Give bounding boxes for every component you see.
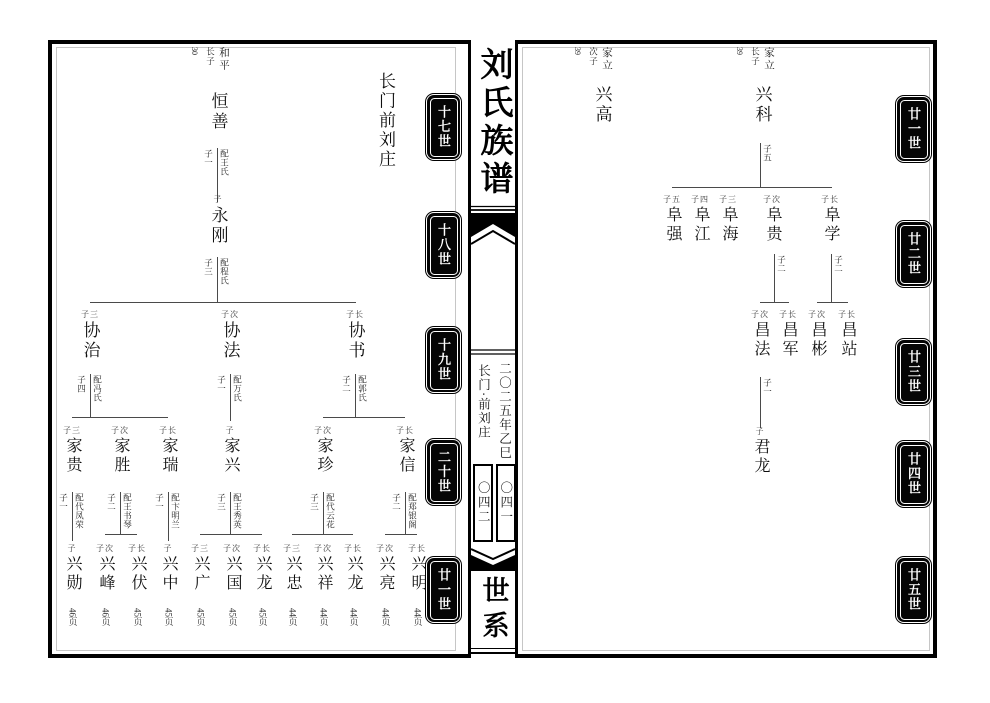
birth-order-label: 子: [67, 544, 77, 553]
person-name: 兴龙: [345, 555, 362, 593]
birth-order-label: 子长: [396, 426, 414, 435]
person-junlong: [743, 428, 777, 476]
sons-count-label: 子二: [341, 375, 352, 393]
origin-birth-order: 长子: [750, 47, 761, 66]
origin-birth-order: 次子: [588, 47, 599, 66]
tree-connector-line: [292, 534, 353, 535]
sons-count-label: 子二: [776, 255, 787, 273]
continued-page-ref: 45页: [195, 608, 206, 626]
person-xiefa: [213, 311, 247, 361]
person-name: 协治: [80, 321, 100, 361]
spouse-label: 配郑银阁: [407, 493, 418, 529]
birth-order-label: 子: [213, 195, 223, 204]
sons-count-label: 子四: [76, 375, 87, 393]
tree-connector-line: [72, 417, 168, 418]
generation-marker-right-1: [897, 97, 930, 161]
origin-page-number: 39: [735, 47, 744, 55]
person-name: 家瑞: [160, 437, 177, 475]
person-xiezhi: [73, 311, 107, 361]
person-xingfu: [120, 545, 154, 626]
spouse-label: 配冯氏: [92, 375, 103, 402]
person-name: 兴明: [409, 555, 426, 593]
person-name: 家兴: [222, 437, 239, 475]
fishtail-ornament-top: [471, 205, 515, 247]
generation-marker-frame: [900, 445, 928, 504]
person-xingfeng: [88, 545, 122, 626]
tree-connector-line: [200, 534, 262, 535]
descent-line: [774, 254, 775, 302]
person-hengshan: [201, 92, 235, 132]
descent-line: [831, 254, 832, 302]
person-xingguang: [183, 545, 217, 626]
origin-father-name: 和平: [218, 47, 229, 72]
generation-marker-label: 十八世: [436, 223, 451, 267]
spouse-label: 配万氏: [232, 375, 243, 402]
person-xingzhong1: [151, 545, 185, 626]
continued-page-ref: 44页: [348, 608, 359, 626]
continued-page-ref: 45页: [163, 608, 174, 626]
person-name: 昌法: [752, 321, 769, 359]
spouse-label: 配王秀英: [232, 493, 243, 529]
descent-line: [230, 374, 231, 421]
spine-section-title: 世系: [478, 576, 509, 646]
sons-count-label: 子三: [203, 258, 214, 276]
person-jiaxin: [388, 427, 422, 475]
continued-page-ref: 44页: [287, 608, 298, 626]
spouse-label: 配卞明兰: [170, 493, 181, 529]
birth-order-label: 子次: [96, 544, 114, 553]
continuation-note: [190, 47, 228, 72]
descent-line: [217, 257, 218, 302]
descent-line: [72, 492, 73, 541]
person-name: 兴国: [224, 555, 241, 593]
descent-line: [120, 492, 121, 534]
spine-bottom-rule: [471, 652, 515, 654]
person-fugui: [755, 196, 789, 244]
page-number-right: 〇四一: [498, 481, 513, 525]
tree-connector-line: [105, 534, 137, 535]
birth-order-label: 子四: [691, 195, 709, 204]
continued-page-ref: 46页: [100, 608, 111, 626]
person-name: 协法: [220, 321, 240, 361]
person-name: 昌彬: [809, 321, 826, 359]
person-fuxue: [813, 196, 847, 244]
person-changbin: [800, 311, 834, 359]
generation-marker-right-3: [897, 340, 930, 404]
sons-count-label: 子三: [309, 493, 320, 511]
birth-order-label: 子三: [63, 426, 81, 435]
birth-order-label: 子次: [751, 310, 769, 319]
birth-order-label: 子: [225, 426, 235, 435]
sons-count-label: 子三: [216, 493, 227, 511]
sons-count-label: 子一: [154, 493, 165, 511]
generation-marker-left-1: [427, 95, 460, 159]
person-yonggang: [201, 196, 235, 246]
spouse-label: 配代云花: [325, 493, 336, 529]
person-name: 兴科: [752, 85, 772, 125]
person-name: 永刚: [208, 206, 228, 246]
sons-count-label: 子一: [58, 493, 69, 511]
generation-marker-frame: [900, 225, 928, 284]
page-number-box-left: [473, 464, 493, 542]
person-name: 兴广: [192, 555, 209, 593]
birth-order-label: 子次: [221, 310, 239, 319]
origin-birth-order: 长子: [205, 47, 216, 66]
descent-line: [760, 143, 761, 187]
generation-marker-frame: [430, 443, 458, 502]
birth-order-label: 子次: [314, 426, 332, 435]
generation-marker-frame: [430, 216, 458, 275]
person-jiazhen: [306, 427, 340, 475]
birth-order-label: 子长: [821, 195, 839, 204]
generation-marker-left-3: [427, 328, 460, 392]
spine-title: 刘氏族谱: [475, 47, 512, 199]
descent-line: [355, 374, 356, 417]
person-xingliang: [368, 545, 402, 626]
continued-page-ref: 45页: [132, 608, 143, 626]
generation-marker-right-4: [897, 442, 930, 506]
person-name: 兴龙: [254, 555, 271, 593]
birth-order-label: 子长: [128, 544, 146, 553]
continued-page-ref: 45页: [227, 608, 238, 626]
branch-header: 长门前刘庄: [376, 72, 395, 170]
spine: [468, 40, 518, 658]
person-name: 昌站: [839, 321, 856, 359]
generation-marker-right-2: [897, 222, 930, 286]
birth-order-label: 子次: [314, 544, 332, 553]
spouse-label: 配程氏: [219, 258, 230, 285]
person-name: 兴峰: [97, 555, 114, 593]
generation-marker-frame: [430, 331, 458, 390]
spouse-label: 配王氏: [219, 149, 230, 176]
birth-order-label: 子三: [191, 544, 209, 553]
person-xingguo: [215, 545, 249, 626]
person-name: 君龙: [752, 438, 769, 476]
person-name: 阜海: [720, 206, 737, 244]
person-name: 兴中: [160, 555, 177, 593]
generation-marker-left-2: [427, 213, 460, 277]
sons-count-label: 子二: [833, 255, 844, 273]
sons-count-label: 子二: [391, 493, 402, 511]
descent-line: [323, 492, 324, 534]
birth-order-label: 子长: [344, 544, 362, 553]
descent-line: [168, 492, 169, 541]
continued-page-ref: 46页: [67, 608, 78, 626]
generation-marker-left-4: [427, 440, 460, 504]
person-name: 协书: [345, 321, 365, 361]
continued-page-ref: 44页: [318, 608, 329, 626]
sons-count-label: 子一: [216, 375, 227, 393]
continuation-note: [573, 47, 611, 72]
person-jiasheng: [103, 427, 137, 475]
birth-order-label: 子三: [283, 544, 301, 553]
descent-line: [230, 492, 231, 534]
page-number-left: 〇四二: [476, 481, 491, 525]
page-number-box-right: [496, 464, 516, 542]
descent-line: [90, 374, 91, 417]
spine-edition-year: 二〇二五年乙巳: [497, 362, 512, 460]
person-changzhan: [830, 311, 864, 359]
person-name: 阜贵: [764, 206, 781, 244]
generation-marker-frame: [430, 98, 458, 157]
continuation-note: [735, 47, 773, 72]
tree-connector-line: [323, 417, 405, 418]
person-xingxiang: [306, 545, 340, 626]
generation-marker-label: 廿四世: [906, 452, 921, 496]
birth-order-label: 子次: [223, 544, 241, 553]
continued-page-ref: 45页: [257, 608, 268, 626]
descent-line: [760, 377, 761, 428]
origin-father-name: 家立: [763, 47, 774, 72]
birth-order-label: 子长: [838, 310, 856, 319]
spouse-label: 配王书琴: [122, 493, 133, 529]
person-name: 兴伏: [129, 555, 146, 593]
generation-marker-label: 廿一世: [436, 568, 451, 612]
person-xingzhong2: [275, 545, 309, 626]
spine-divider: [471, 349, 515, 356]
tree-connector-line: [817, 302, 848, 303]
generation-marker-left-5: [427, 558, 460, 622]
person-jiaxing: [213, 427, 247, 475]
birth-order-label: 子次: [376, 544, 394, 553]
sons-count-label: 子二: [106, 493, 117, 511]
person-name: 兴忠: [284, 555, 301, 593]
generation-marker-label: 十九世: [436, 338, 451, 382]
generation-marker-label: 廿三世: [906, 350, 921, 394]
sons-count-label: 子一: [762, 378, 773, 396]
fishtail-ornament-bottom: [471, 545, 515, 571]
continued-page-ref: 44页: [380, 608, 391, 626]
person-xingxun: [55, 545, 89, 626]
birth-order-label: 子长: [159, 426, 177, 435]
birth-order-label: 子长: [346, 310, 364, 319]
person-name: 兴祥: [315, 555, 332, 593]
continued-page-ref: 44页: [412, 608, 423, 626]
origin-page-number: 30: [190, 47, 199, 55]
birth-order-label: 子: [163, 544, 173, 553]
sons-count-label: 子一: [203, 149, 214, 167]
spouse-label: 配郭氏: [357, 375, 368, 402]
person-name: 阜强: [664, 206, 681, 244]
person-name: 兴勋: [64, 555, 81, 593]
generation-marker-label: 廿一世: [906, 107, 921, 151]
person-xinglong1: [245, 545, 279, 626]
spouse-label: 配代凤荣: [74, 493, 85, 529]
birth-order-label: 子长: [408, 544, 426, 553]
generation-marker-frame: [900, 561, 928, 620]
generation-marker-label: 十七世: [436, 105, 451, 149]
person-xinggao: [585, 85, 619, 125]
person-xieshu: [338, 311, 372, 361]
person-name: 阜学: [822, 206, 839, 244]
birth-order-label: 子次: [808, 310, 826, 319]
person-jiagui: [55, 427, 89, 475]
person-xingke: [745, 85, 779, 125]
right-page-border: [522, 47, 930, 651]
person-xinglong2: [336, 545, 370, 626]
person-jiarui: [151, 427, 185, 475]
generation-marker-frame: [900, 343, 928, 402]
generation-marker-label: 廿五世: [906, 568, 921, 612]
birth-order-label: 子三: [719, 195, 737, 204]
origin-father-name: 家立: [601, 47, 612, 72]
generation-marker-right-5: [897, 558, 930, 622]
tree-connector-line: [385, 534, 417, 535]
person-name: 恒善: [208, 92, 228, 132]
sons-count-label: 子五: [762, 144, 773, 162]
generation-marker-label: 二十世: [436, 450, 451, 494]
spine-bottom-rule: [471, 648, 515, 649]
tree-connector-line: [90, 302, 356, 303]
birth-order-label: 子次: [763, 195, 781, 204]
spine-branch: 长门·前刘庄: [476, 364, 491, 440]
person-name: 家信: [397, 437, 414, 475]
person-name: 阜江: [692, 206, 709, 244]
person-name: 家贵: [64, 437, 81, 475]
generation-marker-frame: [900, 100, 928, 159]
person-name: 兴高: [592, 85, 612, 125]
birth-order-label: 子: [755, 427, 765, 436]
origin-page-number: 39: [573, 47, 582, 55]
birth-order-label: 子长: [779, 310, 797, 319]
generation-marker-label: 廿二世: [906, 232, 921, 276]
person-fuhai: [711, 196, 745, 244]
person-name: 家珍: [315, 437, 332, 475]
birth-order-label: 子三: [81, 310, 99, 319]
tree-connector-line: [672, 187, 832, 188]
birth-order-label: 子长: [253, 544, 271, 553]
birth-order-label: 子五: [663, 195, 681, 204]
person-name: 家胜: [112, 437, 129, 475]
birth-order-label: 子次: [111, 426, 129, 435]
person-name: 昌军: [780, 321, 797, 359]
person-name: 兴亮: [377, 555, 394, 593]
descent-line: [217, 148, 218, 202]
descent-line: [405, 492, 406, 534]
tree-connector-line: [760, 302, 789, 303]
generation-marker-frame: [430, 561, 458, 620]
